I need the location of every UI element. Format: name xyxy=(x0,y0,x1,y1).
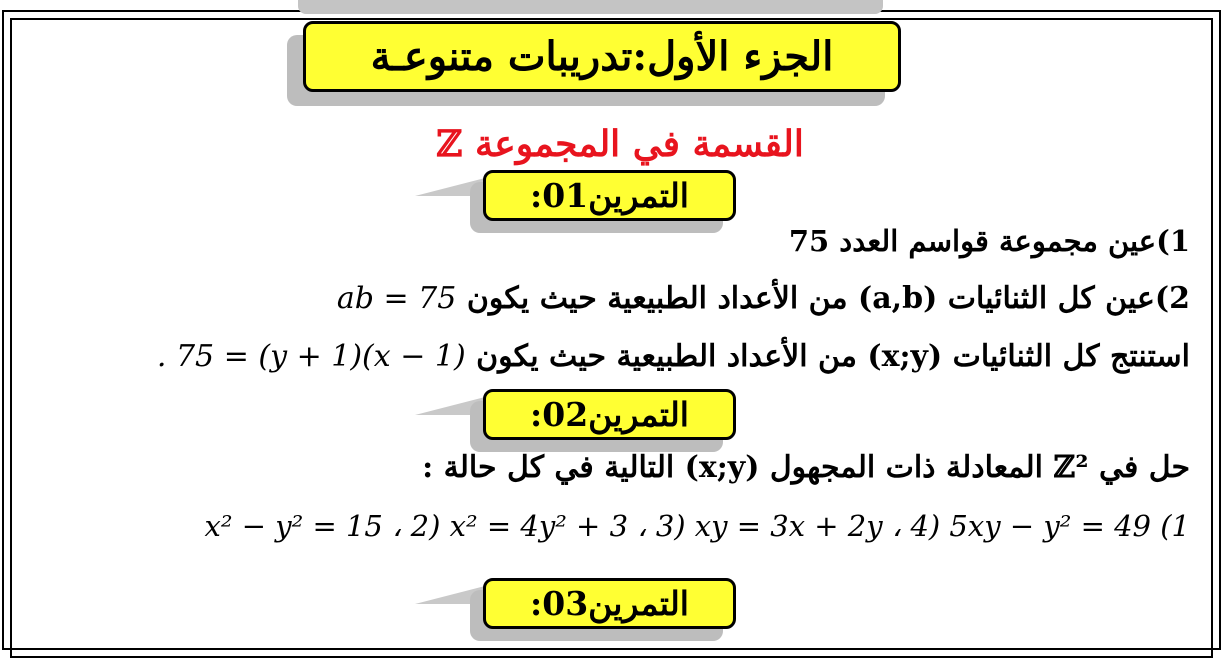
exercise-1-question-2 xyxy=(337,277,1190,321)
section-subtitle: القسمة في المجموعة ℤ xyxy=(436,123,804,165)
exercise-1-question-3 xyxy=(157,335,1190,379)
exercise-2-intro: حل في ℤ² المعادلة ذات المجهول (x;y) التالية في كل حالة : xyxy=(422,450,1190,485)
exercise-1-question-2-equation: ab = 75 xyxy=(336,281,457,316)
exercise-2-equations: 1) x² − y² = 15 ، 2) x² = 4y² + 3 ، 3) xy = 3x + 2y ، 4) 5xy − y² = 49 xyxy=(204,509,1190,543)
exercise-2-heading: التمرين02: xyxy=(483,389,736,440)
section-title: الجزء الأول:تدريبات متنوعـة xyxy=(303,21,901,92)
exercise-3-heading: التمرين03: xyxy=(483,578,736,629)
exercise-1-question-3-text: استنتج كل الثنائيات (x;y) من الأعداد الطبيعية حيث يكون xyxy=(476,339,1190,374)
exercise-1-heading: التمرين01: xyxy=(483,170,736,221)
exercise-1-question-2-text: 2)عين كل الثنائيات (a,b) من الأعداد الطبيعية حيث يكون xyxy=(466,281,1190,316)
exercise-1-question-1: 1)عين مجموعة قواسم العدد 75 xyxy=(788,224,1190,258)
exercise-1-question-3-equation: (x − 1)(y + 1) = 75 . xyxy=(156,339,466,374)
top-shadow-bar xyxy=(298,0,883,14)
